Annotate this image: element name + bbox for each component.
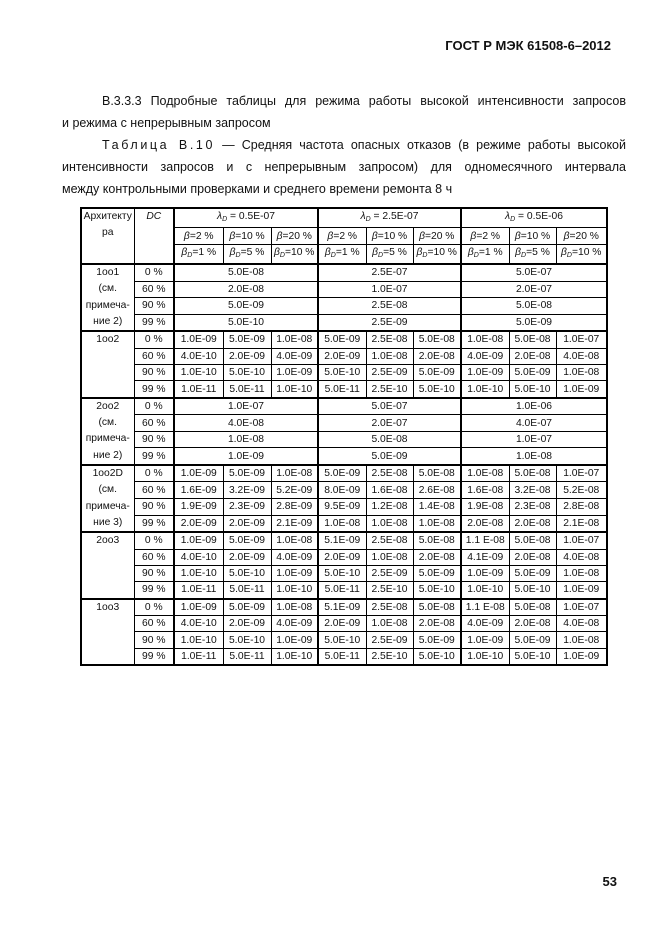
dc-cell: 99 % <box>134 515 174 532</box>
beta-d-symbol: β <box>372 247 379 258</box>
table-row <box>81 599 607 616</box>
architecture-block <box>81 398 607 465</box>
value-cell: 1.0E-08 <box>271 532 318 549</box>
value-cell: 1.0E-07 <box>556 465 607 482</box>
value-cell: 5.0E-10 <box>318 364 366 380</box>
beta-d-symbol: β <box>181 247 188 258</box>
beta-symbol: β <box>276 230 283 242</box>
value-cell: 2.0E-08 <box>413 549 461 565</box>
dc-cell: 99 % <box>134 582 174 599</box>
value-cell: 1.0E-08 <box>318 515 366 532</box>
standard-header: ГОСТ Р МЭК 61508-6–2012 <box>445 38 611 53</box>
arch-header: Архитекту ра <box>81 208 134 264</box>
section-title-line-1: В.3.3.3 Подробные таблицы для режима работы высокой интенсивности запросов <box>102 94 626 108</box>
value-cell: 1.6E-09 <box>174 482 223 499</box>
value-cell: 5.0E-10 <box>413 648 461 665</box>
value-cell: 5.0E-11 <box>318 381 366 398</box>
value-cell: 1.0E-08 <box>556 364 607 380</box>
dc-cell: 99 % <box>134 448 174 465</box>
value-cell: 1.0E-09 <box>174 599 223 616</box>
value-cell: 2.0E-08 <box>509 549 556 565</box>
beta-header: β=20 % <box>271 228 318 245</box>
dc-cell: 60 % <box>134 616 174 632</box>
value-cell: 5.1E-09 <box>318 532 366 549</box>
beta-symbol: β <box>514 230 521 242</box>
value-cell: 1.0E-11 <box>174 381 223 398</box>
value-cell: 9.5E-09 <box>318 499 366 516</box>
table-row <box>81 415 607 432</box>
page-number: 53 <box>602 874 617 889</box>
table-row <box>81 448 607 465</box>
value-cell: 1.0E-10 <box>271 648 318 665</box>
dc-cell: 90 % <box>134 298 174 315</box>
value-cell: 5.0E-09 <box>509 364 556 380</box>
table-row <box>81 515 607 532</box>
value-cell: 2.5E-08 <box>318 298 461 315</box>
architecture-block <box>81 465 607 532</box>
value-cell: 2.0E-09 <box>174 515 223 532</box>
value-cell: 5.0E-08 <box>413 532 461 549</box>
beta-d-header: $\beta_D=10$ % <box>413 245 461 265</box>
value-cell: 4.0E-09 <box>461 348 509 364</box>
value-cell: 1.0E-08 <box>271 599 318 616</box>
dc-header: DC <box>134 208 174 264</box>
value-cell: 2.0E-09 <box>318 348 366 364</box>
value-cell: 2.0E-07 <box>461 281 607 298</box>
value-cell: 1.0E-10 <box>174 565 223 581</box>
value-cell: 5.0E-08 <box>413 331 461 348</box>
value-cell: 1.0E-09 <box>271 632 318 648</box>
value-cell: 1.0E-09 <box>461 364 509 380</box>
value-cell: 4.0E-10 <box>174 348 223 364</box>
value-cell: 2.5E-07 <box>318 264 461 281</box>
value-cell: 2.0E-08 <box>509 616 556 632</box>
beta-d-header: $\beta_D=1$ % <box>318 245 366 265</box>
value-cell: 2.5E-09 <box>318 314 461 331</box>
value-cell: 2.0E-09 <box>223 549 271 565</box>
value-cell: 5.0E-09 <box>318 331 366 348</box>
value-cell: 2.0E-08 <box>509 348 556 364</box>
dc-cell: 0 % <box>134 465 174 482</box>
value-cell: 5.0E-08 <box>509 599 556 616</box>
value-cell: 5.0E-09 <box>461 314 607 331</box>
value-cell: 2.5E-08 <box>366 465 413 482</box>
value-cell: 2.0E-08 <box>461 515 509 532</box>
beta-d-header: $\beta_D=10$ % <box>271 245 318 265</box>
beta-symbol: β <box>563 230 570 242</box>
beta-d-header: $\beta_D=5$ % <box>223 245 271 265</box>
value-cell: 1.1 E-08 <box>461 599 509 616</box>
value-cell: 5.0E-09 <box>413 565 461 581</box>
architecture-block <box>81 599 607 666</box>
value-cell: 1.0E-09 <box>271 565 318 581</box>
value-cell: 5.0E-10 <box>413 582 461 599</box>
table-row <box>81 364 607 380</box>
value-cell: 4.0E-09 <box>461 616 509 632</box>
beta-d-symbol: β <box>416 247 423 258</box>
table-row <box>81 482 607 499</box>
dc-cell: 60 % <box>134 281 174 298</box>
architecture-block <box>81 264 607 331</box>
value-cell: 1.0E-10 <box>271 381 318 398</box>
beta-header: β=2 % <box>174 228 223 245</box>
beta-header: β=20 % <box>556 228 607 245</box>
caption-line-2: интенсивности запросов и с непрерывным запросом) для одномесячного интервала <box>62 160 626 174</box>
value-cell: 2.5E-10 <box>366 582 413 599</box>
value-cell: 2.8E-08 <box>556 499 607 516</box>
beta-d-header: $\beta_D=1$ % <box>461 245 509 265</box>
dc-cell: 90 % <box>134 431 174 448</box>
table-row <box>81 331 607 348</box>
value-cell: 1.0E-08 <box>271 465 318 482</box>
dc-cell: 60 % <box>134 482 174 499</box>
beta-header: β=10 % <box>366 228 413 245</box>
value-cell: 1.0E-06 <box>461 398 607 415</box>
value-cell: 4.0E-08 <box>174 415 318 432</box>
value-cell: 5.0E-08 <box>174 264 318 281</box>
value-cell: 2.8E-09 <box>271 499 318 516</box>
beta-header: β=10 % <box>223 228 271 245</box>
value-cell: 1.0E-09 <box>271 364 318 380</box>
value-cell: 1.0E-09 <box>556 648 607 665</box>
value-cell: 4.0E-08 <box>556 616 607 632</box>
value-cell: 1.0E-08 <box>174 431 318 448</box>
value-cell: 1.9E-08 <box>461 499 509 516</box>
value-cell: 5.2E-09 <box>271 482 318 499</box>
group-header: $\lambda_D = 0.5E-07$ <box>174 208 318 228</box>
dc-cell: 60 % <box>134 415 174 432</box>
value-cell: 5.0E-09 <box>223 331 271 348</box>
beta-symbol: β <box>371 230 378 242</box>
value-cell: 4.0E-07 <box>461 415 607 432</box>
dc-cell: 99 % <box>134 381 174 398</box>
value-cell: 1.0E-09 <box>174 532 223 549</box>
table-row <box>81 499 607 516</box>
architecture-cell: 1оо3 <box>81 599 134 666</box>
value-cell: 1.0E-11 <box>174 648 223 665</box>
table-row <box>81 632 607 648</box>
section-title <box>62 90 626 134</box>
value-cell: 5.0E-08 <box>509 331 556 348</box>
value-cell: 1.0E-08 <box>461 448 607 465</box>
value-cell: 5.0E-11 <box>223 582 271 599</box>
table-row <box>81 549 607 565</box>
value-cell: 4.1E-09 <box>461 549 509 565</box>
value-cell: 1.0E-08 <box>556 632 607 648</box>
value-cell: 5.0E-09 <box>509 565 556 581</box>
value-cell: 2.5E-08 <box>366 532 413 549</box>
failure-frequency-table <box>80 207 608 666</box>
value-cell: 5.0E-08 <box>318 431 461 448</box>
value-cell: 1.0E-10 <box>461 381 509 398</box>
beta-header: β=10 % <box>509 228 556 245</box>
value-cell: 4.0E-09 <box>271 616 318 632</box>
section-title-line-2: и режима с непрерывным запросом <box>62 116 271 130</box>
group-header: $\lambda_D = 2.5E-07$ <box>318 208 461 228</box>
caption-label: Таблица В.10 <box>102 138 216 152</box>
table-caption <box>62 134 626 200</box>
value-cell: 1.6E-08 <box>366 482 413 499</box>
architecture-block <box>81 532 607 599</box>
value-cell: 5.0E-11 <box>318 648 366 665</box>
value-cell: 1.0E-08 <box>366 549 413 565</box>
value-cell: 2.1E-09 <box>271 515 318 532</box>
value-cell: 1.0E-09 <box>461 632 509 648</box>
value-cell: 5.0E-09 <box>174 298 318 315</box>
table-row <box>81 648 607 665</box>
value-cell: 4.0E-10 <box>174 549 223 565</box>
value-cell: 4.0E-09 <box>271 348 318 364</box>
value-cell: 1.0E-09 <box>556 582 607 599</box>
value-cell: 2.5E-08 <box>366 331 413 348</box>
value-cell: 1.0E-07 <box>556 599 607 616</box>
value-cell: 1.0E-10 <box>174 364 223 380</box>
value-cell: 1.4E-08 <box>413 499 461 516</box>
value-cell: 8.0E-09 <box>318 482 366 499</box>
table-row <box>81 381 607 398</box>
dc-cell: 90 % <box>134 499 174 516</box>
table-row <box>81 431 607 448</box>
value-cell: 2.0E-08 <box>413 616 461 632</box>
value-cell: 2.0E-08 <box>509 515 556 532</box>
value-cell: 3.2E-09 <box>223 482 271 499</box>
beta-d-symbol: β <box>274 247 280 258</box>
value-cell: 1.0E-08 <box>413 515 461 532</box>
beta-d-symbol: β <box>229 247 236 258</box>
beta-header: β=2 % <box>318 228 366 245</box>
value-cell: 2.0E-09 <box>223 616 271 632</box>
table-row <box>81 348 607 364</box>
value-cell: 1.0E-10 <box>174 632 223 648</box>
table-row <box>81 582 607 599</box>
beta-header: β=2 % <box>461 228 509 245</box>
beta-d-symbol: β <box>515 247 522 258</box>
value-cell: 2.1E-08 <box>556 515 607 532</box>
value-cell: 5.0E-11 <box>223 381 271 398</box>
architecture-cell: 2оо2 (см. примеча- ние 2) <box>81 398 134 465</box>
value-cell: 2.5E-09 <box>366 632 413 648</box>
value-cell: 1.0E-08 <box>366 515 413 532</box>
value-cell: 1.0E-07 <box>556 532 607 549</box>
dc-cell: 99 % <box>134 648 174 665</box>
value-cell: 1.0E-09 <box>174 448 318 465</box>
value-cell: 5.0E-10 <box>413 381 461 398</box>
caption-text-1: — Средняя частота опасных отказов (в режиме работы высокой <box>215 138 626 152</box>
value-cell: 5.0E-08 <box>413 599 461 616</box>
value-cell: 4.0E-09 <box>271 549 318 565</box>
value-cell: 5.1E-09 <box>318 599 366 616</box>
beta-d-symbol: β <box>467 247 474 258</box>
value-cell: 5.0E-10 <box>318 632 366 648</box>
dc-cell: 60 % <box>134 549 174 565</box>
table-row <box>81 532 607 549</box>
value-cell: 1.1 E-08 <box>461 532 509 549</box>
value-cell: 5.0E-09 <box>509 632 556 648</box>
value-cell: 1.0E-09 <box>556 381 607 398</box>
value-cell: 2.6E-08 <box>413 482 461 499</box>
dc-cell: 0 % <box>134 532 174 549</box>
value-cell: 5.0E-08 <box>509 532 556 549</box>
value-cell: 1.0E-08 <box>461 331 509 348</box>
value-cell: 2.0E-07 <box>318 415 461 432</box>
value-cell: 2.5E-09 <box>366 364 413 380</box>
caption-line-1 <box>62 134 626 156</box>
value-cell: 1.6E-08 <box>461 482 509 499</box>
value-cell: 5.0E-10 <box>174 314 318 331</box>
value-cell: 1.0E-08 <box>556 565 607 581</box>
value-cell: 2.0E-09 <box>318 616 366 632</box>
value-cell: 1.0E-10 <box>461 582 509 599</box>
value-cell: 2.5E-10 <box>366 648 413 665</box>
architecture-block <box>81 331 607 398</box>
value-cell: 5.0E-09 <box>223 465 271 482</box>
beta-d-header: $\beta_D=1$ % <box>174 245 223 265</box>
value-cell: 5.0E-09 <box>413 632 461 648</box>
value-cell: 1.0E-09 <box>174 465 223 482</box>
dc-cell: 0 % <box>134 398 174 415</box>
beta-d-header: $\beta_D=10$ % <box>556 245 607 265</box>
dc-cell: 90 % <box>134 364 174 380</box>
value-cell: 2.0E-08 <box>413 348 461 364</box>
value-cell: 2.0E-09 <box>223 515 271 532</box>
architecture-cell: 1оо2 <box>81 331 134 398</box>
caption-line-3: между контрольными проверками и среднего времени ремонта 8 ч <box>62 182 453 196</box>
value-cell: 1.0E-10 <box>461 648 509 665</box>
table-row <box>81 565 607 581</box>
dc-cell: 0 % <box>134 599 174 616</box>
value-cell: 1.0E-09 <box>174 331 223 348</box>
table-row <box>81 398 607 415</box>
header-row-1 <box>81 208 607 228</box>
value-cell: 2.5E-10 <box>366 381 413 398</box>
table-row <box>81 264 607 281</box>
value-cell: 5.0E-10 <box>509 648 556 665</box>
value-cell: 5.0E-07 <box>461 264 607 281</box>
architecture-cell: 1оо2D (см. примеча- ние 3) <box>81 465 134 532</box>
table-row <box>81 281 607 298</box>
value-cell: 5.0E-11 <box>318 582 366 599</box>
dc-cell: 90 % <box>134 632 174 648</box>
value-cell: 5.0E-09 <box>223 599 271 616</box>
value-cell: 3.2E-08 <box>509 482 556 499</box>
dc-cell: 0 % <box>134 331 174 348</box>
value-cell: 2.3E-08 <box>509 499 556 516</box>
value-cell: 5.0E-08 <box>509 465 556 482</box>
value-cell: 1.0E-08 <box>366 616 413 632</box>
value-cell: 5.0E-10 <box>223 632 271 648</box>
architecture-cell: 2оо3 <box>81 532 134 599</box>
architecture-cell: 1оо1 (см. примеча- ние 2) <box>81 264 134 331</box>
value-cell: 1.0E-09 <box>461 565 509 581</box>
value-cell: 5.0E-10 <box>318 565 366 581</box>
value-cell: 1.0E-08 <box>271 331 318 348</box>
beta-d-header: $\beta_D=5$ % <box>366 245 413 265</box>
beta-symbol: β <box>327 230 334 242</box>
value-cell: 5.0E-10 <box>509 381 556 398</box>
dc-cell: 0 % <box>134 264 174 281</box>
value-cell: 5.0E-10 <box>509 582 556 599</box>
value-cell: 5.0E-08 <box>461 298 607 315</box>
beta-d-symbol: β <box>561 247 567 258</box>
value-cell: 4.0E-08 <box>556 348 607 364</box>
value-cell: 1.0E-07 <box>556 331 607 348</box>
beta-d-header: $\beta_D=5$ % <box>509 245 556 265</box>
value-cell: 2.0E-09 <box>318 549 366 565</box>
value-cell: 4.0E-10 <box>174 616 223 632</box>
dc-cell: 90 % <box>134 565 174 581</box>
beta-symbol: β <box>419 230 425 242</box>
value-cell: 2.5E-08 <box>366 599 413 616</box>
value-cell: 5.0E-10 <box>223 364 271 380</box>
value-cell: 5.0E-09 <box>318 448 461 465</box>
beta-symbol: β <box>229 230 236 242</box>
value-cell: 5.0E-09 <box>223 532 271 549</box>
value-cell: 2.0E-08 <box>174 281 318 298</box>
value-cell: 5.2E-08 <box>556 482 607 499</box>
beta-symbol: β <box>183 230 190 242</box>
table-row <box>81 465 607 482</box>
value-cell: 5.0E-07 <box>318 398 461 415</box>
value-cell: 1.0E-07 <box>318 281 461 298</box>
table-row <box>81 314 607 331</box>
dc-cell: 60 % <box>134 348 174 364</box>
beta-d-symbol: β <box>324 247 331 258</box>
value-cell: 2.3E-09 <box>223 499 271 516</box>
value-cell: 1.0E-11 <box>174 582 223 599</box>
value-cell: 1.0E-07 <box>174 398 318 415</box>
table-row <box>81 298 607 315</box>
value-cell: 1.0E-08 <box>461 465 509 482</box>
dc-cell: 99 % <box>134 314 174 331</box>
value-cell: 2.5E-09 <box>366 565 413 581</box>
value-cell: 5.0E-10 <box>223 565 271 581</box>
value-cell: 1.2E-08 <box>366 499 413 516</box>
value-cell: 1.9E-09 <box>174 499 223 516</box>
value-cell: 1.0E-07 <box>461 431 607 448</box>
value-cell: 5.0E-08 <box>413 465 461 482</box>
group-header: $\lambda_D = 0.5E-06$ <box>461 208 607 228</box>
value-cell: 5.0E-09 <box>413 364 461 380</box>
value-cell: 1.0E-08 <box>366 348 413 364</box>
beta-symbol: β <box>470 230 477 242</box>
value-cell: 2.0E-09 <box>223 348 271 364</box>
value-cell: 5.0E-09 <box>318 465 366 482</box>
value-cell: 1.0E-10 <box>271 582 318 599</box>
beta-header: β=20 % <box>413 228 461 245</box>
value-cell: 4.0E-08 <box>556 549 607 565</box>
table-row <box>81 616 607 632</box>
value-cell: 5.0E-11 <box>223 648 271 665</box>
